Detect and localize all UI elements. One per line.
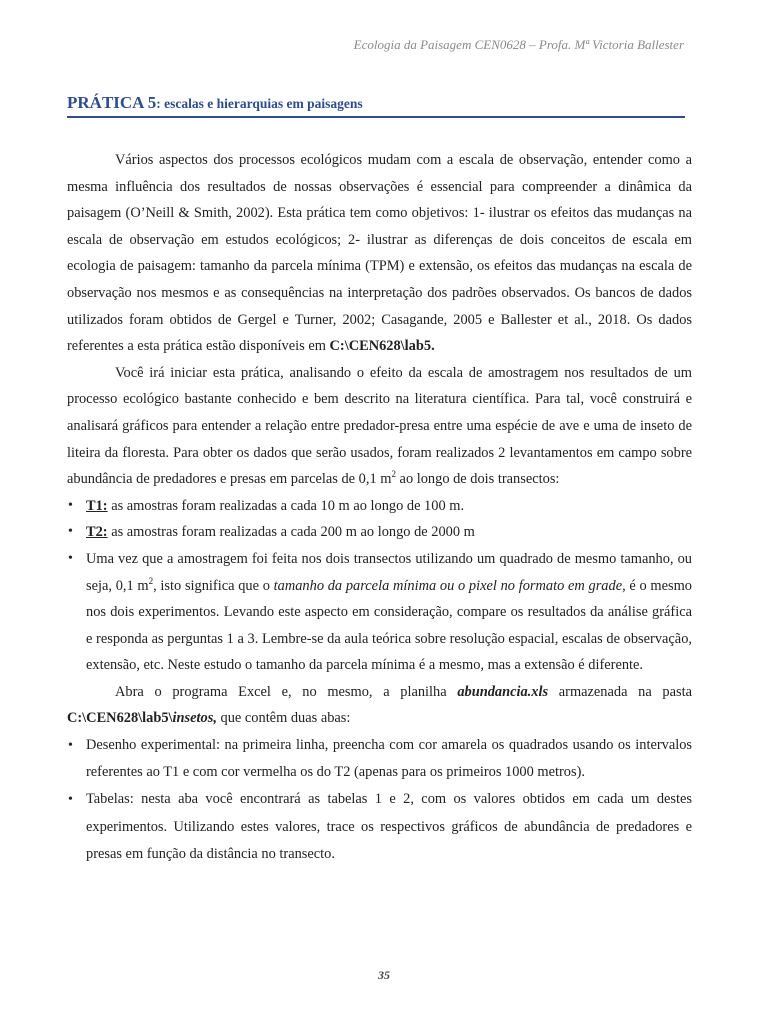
excel-text-1: Abra o programa Excel e, no mesmo, a planilha bbox=[115, 683, 458, 700]
paragraph-sampling bbox=[67, 360, 692, 493]
list-item-tabelas: • Tabelas: nesta aba você encontrará as tabelas 1 e 2, com os valores obtidos em cada um destes experimentos. Utilizando estes valores, trace os respectivos gráficos de abundância de predadores e presas em função da distância no transecto. bbox=[67, 786, 692, 868]
note-text-1: Uma vez que a amostragem foi feita nos dois transectos utilizando um quadrado de mesmo tamanho, ou seja, 0,1 m bbox=[86, 550, 692, 594]
sampling-superscript: 2 bbox=[391, 469, 396, 480]
page-header: Ecologia da Paisagem CEN0628 – Profa. Mª Victoria Ballester bbox=[353, 37, 684, 52]
tabs-list bbox=[67, 732, 692, 868]
t2-text: as amostras foram realizadas a cada 200 m ao longo de 2000 m bbox=[107, 524, 475, 541]
excel-file-name: abundancia.xls bbox=[457, 683, 549, 700]
t2-label: T2: bbox=[86, 524, 108, 541]
list-item-desenho: • Desenho experimental: na primeira linha, preencha com cor amarela os quadrados usando os intervalos referentes ao T1 e com cor vermelha os do T2 (apenas para os primeiros 1000 metros). bbox=[67, 732, 692, 786]
title-main: PRÁTICA 5 bbox=[67, 93, 157, 112]
excel-text-2: armazenada na pasta bbox=[548, 683, 692, 700]
note-superscript: 2 bbox=[148, 575, 154, 586]
intro-data-path: C:\CEN628\lab5. bbox=[329, 338, 435, 355]
title-subtitle: escalas e hierarquias em paisagens bbox=[164, 96, 363, 111]
list-item-t1 bbox=[67, 493, 692, 520]
page-title bbox=[67, 93, 685, 113]
title-separator: : bbox=[156, 96, 165, 111]
list-item-sampling-note bbox=[67, 546, 692, 679]
excel-text-3: que contêm duas abas: bbox=[216, 710, 351, 727]
note-text-2: , isto significa que o bbox=[153, 577, 274, 594]
excel-path-bold: C:\CEN628\lab5\ bbox=[67, 710, 173, 727]
intro-text: Vários aspectos dos processos ecológicos mudam com a escala de observação, entender como a mesma influência dos resultados de nossas observações é essencial para compreender a dinâmica da paisagem (O’Neill & Smith, 2002). Esta prática tem como objetivos: 1- ilustrar os efeitos das mudanças na escala de observação em estudos ecológicos; 2- ilustrar as diferenças de dois conceitos de escala em ecologia de paisagem: tamanho da parcela mínima (TPM) e extensão, os efeitos das mudanças na escala de observação nos mesmos e as consequências na interpretação dos padrões observados. Os bancos de dados utilizados foram obtidos de Gergel e Turner, 2002; Casagande, 2005 e Ballester et al., 2018. Os dados referentes a esta prática estão disponíveis em bbox=[67, 152, 692, 355]
note-italic: tamanho da parcela mínima ou o pixel no formato em grade, bbox=[273, 577, 626, 594]
title-underline bbox=[67, 116, 685, 118]
t1-label: T1: bbox=[86, 497, 108, 514]
paragraph-excel bbox=[67, 679, 692, 732]
transect-list bbox=[67, 493, 692, 679]
title-block bbox=[67, 93, 685, 118]
page-number: 35 bbox=[378, 968, 390, 982]
excel-path-italic: insetos, bbox=[172, 710, 217, 727]
sampling-text-1: Você irá iniciar esta prática, analisando o efeito da escala de amostragem nos resultados de um processo ecológico bastante conhecido e bem descrito na literatura científica. Para tal, você construirá e analisará gráficos para entender a relação entre predador-presa entre uma espécie de ave e uma de inseto de liteira da floresta. Para obter os dados que serão usados, foram realizados 2 levantamentos em campo sobre abundância de predadores e presas em parcelas de 0,1 m bbox=[67, 364, 692, 488]
paragraph-intro bbox=[67, 147, 692, 360]
list-item-t2 bbox=[67, 519, 692, 546]
sampling-text-2: ao longo de dois transectos: bbox=[395, 471, 560, 488]
document-body bbox=[67, 147, 692, 868]
note-text-3: é o mesmo nos dois experimentos. Levando este aspecto em consideração, compare os resultados da análise gráfica e responda as perguntas 1 a 3. Lembre-se da aula teórica sobre resolução espacial, escalas de observação, extensão, etc. Neste estudo o tamanho da parcela mínima é a mesmo, mas a extensão é diferente. bbox=[86, 577, 693, 674]
t1-text: as amostras foram realizadas a cada 10 m ao longo de 100 m. bbox=[107, 497, 465, 514]
